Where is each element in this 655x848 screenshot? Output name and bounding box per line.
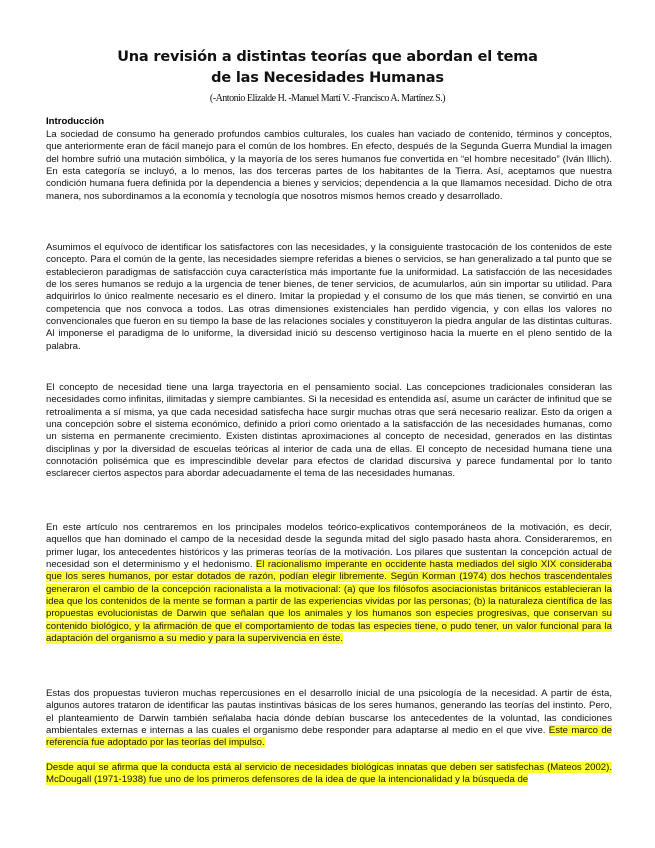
paragraph-5-text: Estas dos propuestas tuvieron muchas repercusiones en el desarrollo inicial de una psicología de la necesidad. A partir de ésta, algunos autores trataron de identificar las pautas instintivas básicas de los seres humanos, generando las teorías del instinto. Pero, el planteamiento de Darwin también señalaba hacia dónde debían buscarse los antecedentes de la voluntad, las condiciones ambientales externas e internas a las cuales el organismo debe responder para adaptarse al medio en el que vive. <box>46 688 612 737</box>
document-title-line1: Una revisión a distintas teorías que abordan el tema <box>117 49 538 65</box>
paragraph-2: Asumimos el equívoco de identificar los satisfactores con las necesidades, y la consiguiente trastocación de los contenidos de este concepto. Para el común de la gente, las necesidades siempre referidas a bienes o servicios, se han generalizado a tal punto que se establecieron paradigmas de satisfacción cuya característica más importante fue la uniformidad. La satisfacción de las necesidades de los seres humanos se redujo a la urgencia de tener bienes, de tener servicios, de acumularlos, aún sin importar su utilidad. Para adquirirlos lo único realmente necesario es el dinero. Imitar la propiedad y el consumo de los que más tienen, se convirtió en una competencia que nos convoca a todos. Las otras dimensiones existenciales han perdido vigencia, y con ellas los valores no convencionales que fueron en su tiempo la base de las relaciones sociales y constituyeron la piedra angular de las distintas culturas. Al imponerse el paradigma de lo uniforme, la diversidad inició su descenso vertiginoso hacia la muerte en el pleno sentido de la palabra. <box>46 242 612 352</box>
paragraph-5 <box>46 688 612 750</box>
paragraph-1: La sociedad de consumo ha generado profundos cambios culturales, los cuales han vaciado de contenido, términos y conceptos, que anteriormente eran de fácil manejo para el común de los hombres. En efecto, después de la Segunda Guerra Mundial la imagen del hombre sufrió una mutación simbólica, y la mayoría de los seres humanos fue convertida en “el hombre necesitado” (Iván Illich). En esta categoría se incluyó, a lo menos, las dos terceras partes de los habitantes de la Tierra. Así, aceptamos que nuestra condición humana fuera definida por la dependencia a bienes y servicios; dependencia a la que llamamos necesidad. Dicho de otra manera, nos subordinamos a la economía y tecnología que nosotros mismos hemos creado y desarrollado. <box>46 129 612 202</box>
paragraph-4 <box>46 522 612 645</box>
paragraph-6 <box>46 762 612 787</box>
authors-line: (-Antonio Elizalde H. -Manuel Martí V. -Francisco A. Martínez S.) <box>209 93 446 104</box>
section-heading: Introducción <box>46 116 105 127</box>
paragraph-4-text: En este artículo nos centraremos en los principales modelos teórico-explicativos contemporáneos de la motivación, es decir, aquellos que han dominado el campo de la necesidad desde la segunda mitad del siglo pasado hasta ahora. Consideraremos, en primer lugar, los antecedentes históricos y las primeras teorías de la motivación. Los pilares que sustentan la concepción actual de necesidad son el determinismo y el hedonismo. <box>46 522 612 571</box>
paragraph-3: El concepto de necesidad tiene una larga trayectoria en el pensamiento social. Las concepciones tradicionales consideran las necesidades como infinitas, ilimitadas y siempre cambiantes. Si la necesidad es entendida así, asume un carácter de infinitud que se retroalimenta a sí misma, ya que cada necesidad satisfecha hace surgir muchas otras que será necesario realizar. Esto da origen a una concepción sobre el sistema económico, definido a priori como orientado a la satisfacción de las necesidades humanas, como un sistema en permanente crecimiento. Existen distintas aproximaciones al concepto de necesidad, generados en las distintas disciplinas y por la diversidad de escuelas teóricas al interior de cada una de ellas. El concepto de necesidad humana tiene una connotación polisémica que es imprescindible develar para efectos de claridad discursiva y parece fundamental por lo tanto esclarecer ciertos aspectos para abordar adecuadamente el tema de las necesidades humanas. <box>46 382 612 480</box>
paragraph-5-highlighted-text: Este marco de referencia fue adoptado por las teorías del impulso. <box>46 725 612 749</box>
document-title-line2: de las Necesidades Humanas <box>211 70 444 86</box>
paragraph-4-highlighted-text: El racionalismo imperante en occidente hasta mediados del siglo XIX consideraba que los seres humanos, por estar dotados de razón, podían elegir libremente. Según Korman (1974) dos hechos trascendentales generaron el cambio de la concepción racionalista a la motivacional: (a) que los filósofos asociacionistas británicos establecieran la idea que los contenidos de la mente se forman a partir de las experiencias vividas por las personas; (b) la naturaleza científica de las propuestas evolucionistas de Darwin que señalan que los animales y los humanos son especies progresivas, que conservan su contenido biológico, y la afirmación de que el comportamiento de todas las especies tiene, o pudo tener, un valor funcional para la adaptación del organismo a su medio y para la supervivencia en éste. <box>46 559 612 645</box>
paragraph-6-highlighted-text: Desde aquí se afirma que la conducta está al servicio de necesidades biológicas innatas que deben ser satisfechas (Mateos 2002). McDougall (1971-1938) fue uno de los primeros defensores de la idea de que la intencionalidad y la búsqueda de <box>46 762 612 786</box>
